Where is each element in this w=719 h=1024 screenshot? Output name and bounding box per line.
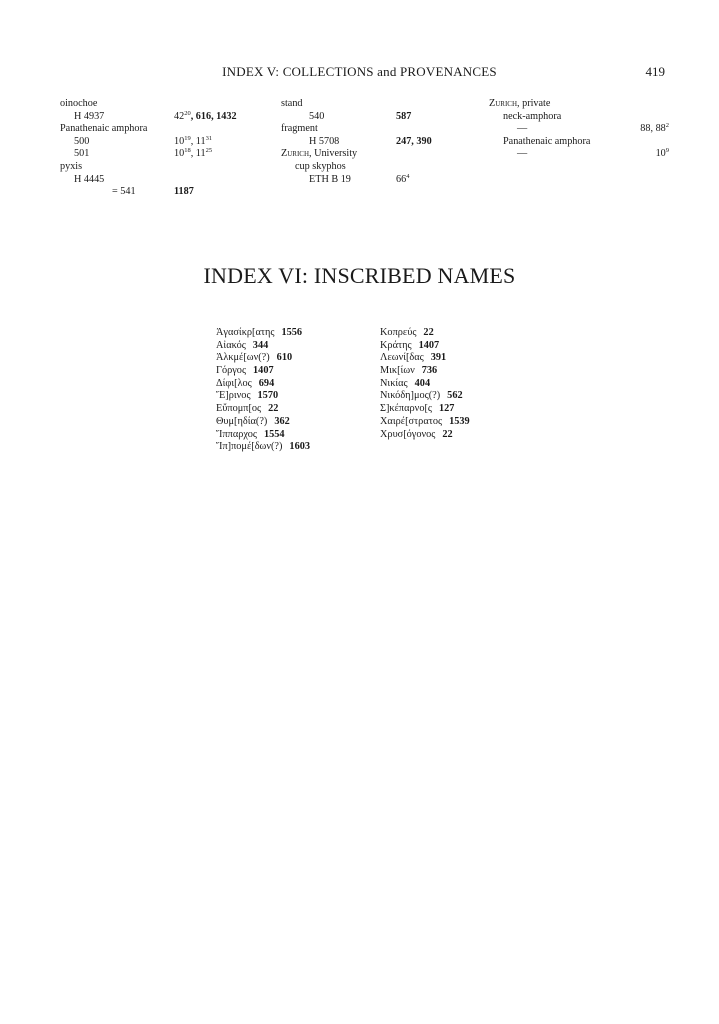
index-entry (60, 98, 260, 111)
entry-label: Panathenaic amphora (60, 123, 148, 135)
inscribed-name: Γόργος (216, 365, 247, 377)
catalogue-number: 1407 (253, 365, 274, 377)
index-entry (489, 111, 669, 124)
catalogue-number: 362 (274, 415, 290, 427)
catalogue-number: 1554 (263, 428, 285, 440)
catalogue-number: 127 (438, 403, 455, 415)
inscribed-name: Χαιρέ[στρατος (380, 415, 443, 427)
index-entry (489, 123, 669, 136)
inscribed-name: Κράτης (380, 339, 412, 351)
inscribed-name-entry (380, 365, 470, 378)
entry-reference (174, 111, 237, 124)
inscribed-name: Κοπρεύς (380, 327, 417, 338)
ref-page: 10 (655, 148, 666, 160)
catalogue-number: 404 (414, 377, 431, 389)
inscribed-name: Ἀγασίκρ[ατης (216, 327, 275, 338)
catalogue-number: 391 (430, 352, 447, 364)
inscribed-name-entry (380, 352, 470, 365)
entry-label: 500 (74, 135, 90, 147)
inscribed-name-entry (216, 378, 310, 391)
page-number: 419 (645, 64, 665, 79)
entry-label: H 5708 (309, 135, 340, 147)
entry-label-rest: , University (309, 148, 358, 160)
inscribed-name-entry (216, 429, 310, 442)
index-entry (60, 111, 260, 124)
index-entry (281, 111, 481, 124)
catalogue-number: 1407 (418, 339, 440, 351)
catalogue-number: 22 (423, 327, 434, 338)
entry-label: = 541 (112, 186, 136, 198)
entry-label: — (517, 148, 528, 160)
catalogue-number: 562 (447, 390, 463, 402)
inscribed-name: Ἔ]ρινος (216, 390, 251, 402)
entry-reference (174, 186, 194, 199)
ref-catalogue-number: 587 (396, 110, 412, 122)
ref-note: 18 (184, 147, 191, 155)
catalogue-number: 344 (252, 339, 269, 351)
ref-rest: , 11 (190, 135, 206, 147)
entry-label: 501 (74, 148, 90, 160)
inscribed-name: Ἵππαρχος (216, 428, 257, 440)
inscribed-name: Αἰακός (216, 339, 246, 351)
ref-note: 25 (205, 147, 213, 155)
index-entry (489, 148, 669, 161)
entry-label (489, 98, 550, 111)
ref-note: 31 (205, 134, 213, 142)
entry-label: 540 (309, 110, 325, 122)
catalogue-number: 1539 (449, 415, 470, 427)
index-v-column-3 (489, 98, 669, 161)
ref-note: 20 (184, 109, 191, 117)
ref-note: 4 (406, 172, 410, 180)
index-entry (489, 98, 669, 111)
ref-note: 9 (665, 147, 669, 155)
index-entry (281, 148, 481, 161)
inscribed-name: Εὔπομπ[ος (216, 403, 262, 415)
index-entry (60, 186, 260, 199)
inscribed-name-entry (216, 340, 310, 353)
catalogue-number: 736 (421, 365, 438, 377)
inscribed-name-entry (216, 390, 310, 403)
index-entry (60, 174, 260, 187)
index-entry (489, 136, 669, 149)
index-entry (281, 123, 481, 136)
inscribed-name: Ἀλκμέ[ων(?) (216, 352, 270, 364)
inscribed-name-entry (216, 365, 310, 378)
entry-label: H 4445 (74, 173, 105, 185)
entry-label: oinochoe (60, 98, 98, 109)
index-entry (60, 136, 260, 149)
index-entry (60, 148, 260, 161)
entry-reference (396, 136, 432, 149)
section-title: INDEX VI: INSCRIBED NAMES (203, 263, 516, 288)
catalogue-number: 1603 (289, 441, 311, 453)
entry-label: cup skyphos (295, 160, 346, 172)
index-entry (60, 161, 260, 174)
inscribed-name-entry (216, 352, 310, 365)
index-v-column-2 (281, 98, 481, 186)
entry-label-place: Zurich (281, 148, 310, 160)
inscribed-name: Θυμ[ηδία(?) (216, 415, 268, 427)
catalogue-number: 22 (268, 403, 279, 415)
inscribed-name: Μικ[ίων (380, 365, 415, 377)
inscribed-name-entry (380, 340, 470, 353)
ref-page: 10 (174, 135, 185, 147)
entry-label: Panathenaic amphora (503, 135, 591, 147)
entry-label: neck-amphora (503, 110, 562, 122)
ref-catalogue-number: 1187 (174, 186, 194, 198)
inscribed-name-entry (216, 327, 310, 340)
ref-catalogue-number: 247, 390 (396, 135, 432, 147)
inscribed-name-entry (216, 416, 310, 429)
inscribed-name-entry (380, 390, 470, 403)
inscribed-name-entry (380, 378, 470, 391)
ref-rest: , 11 (190, 148, 206, 160)
inscribed-name-entry (380, 429, 470, 442)
inscribed-name: Λεωνί[δας (380, 352, 424, 364)
catalogue-number: 610 (276, 352, 293, 364)
entry-label: ETH B 19 (309, 173, 351, 185)
inscribed-name-entry (216, 441, 310, 454)
entry-reference (656, 148, 669, 161)
catalogue-number: 22 (442, 428, 453, 440)
entry-label (281, 148, 357, 161)
catalogue-number: 1570 (257, 390, 279, 402)
index-entry (60, 123, 260, 136)
index-entry (281, 161, 481, 174)
ref-note: 2 (665, 122, 669, 130)
entry-label: H 4937 (74, 110, 105, 122)
entry-reference (396, 111, 411, 124)
entry-label: — (517, 123, 528, 135)
index-v-column-1 (60, 98, 260, 199)
inscribed-name: Ἵπ]πομέ[δων(?) (216, 441, 283, 453)
inscribed-name-entry (380, 327, 470, 340)
ref-rest: , 616, 1432 (190, 110, 237, 122)
inscribed-name-entry (380, 403, 470, 416)
ref-note: 19 (184, 134, 191, 142)
inscribed-name: Δίφι[λος (216, 377, 252, 389)
entry-label-rest: , private (517, 98, 551, 109)
ref-page: 88, 88 (640, 123, 666, 135)
entry-reference (396, 174, 409, 187)
entry-label: stand (281, 98, 303, 109)
ref-page: 10 (174, 148, 185, 160)
catalogue-number: 1556 (281, 327, 303, 338)
entry-label-place: Zurich (489, 98, 518, 109)
index-entry (281, 98, 481, 111)
inscribed-name: Σ]κέπαρνο[ς (380, 403, 432, 415)
ref-page: 42 (174, 110, 185, 122)
running-title: INDEX V: COLLECTIONS and PROVENANCES (222, 64, 497, 79)
index-entry (281, 174, 481, 187)
entry-reference (174, 148, 212, 161)
inscribed-name: Νικόδη]μος(?) (380, 390, 441, 402)
inscribed-name: Νικίας (380, 377, 408, 389)
inscribed-names-right-column (380, 327, 470, 441)
entry-label: fragment (281, 123, 318, 135)
ref-page: 66 (396, 173, 407, 185)
index-entry (281, 136, 481, 149)
entry-label: pyxis (60, 160, 83, 172)
entry-reference (640, 123, 669, 136)
catalogue-number: 694 (258, 377, 275, 389)
inscribed-name-entry (380, 416, 470, 429)
inscribed-name-entry (216, 403, 310, 416)
inscribed-names-left-column (216, 327, 310, 454)
inscribed-name: Χρυσ[όγονος (380, 428, 436, 440)
